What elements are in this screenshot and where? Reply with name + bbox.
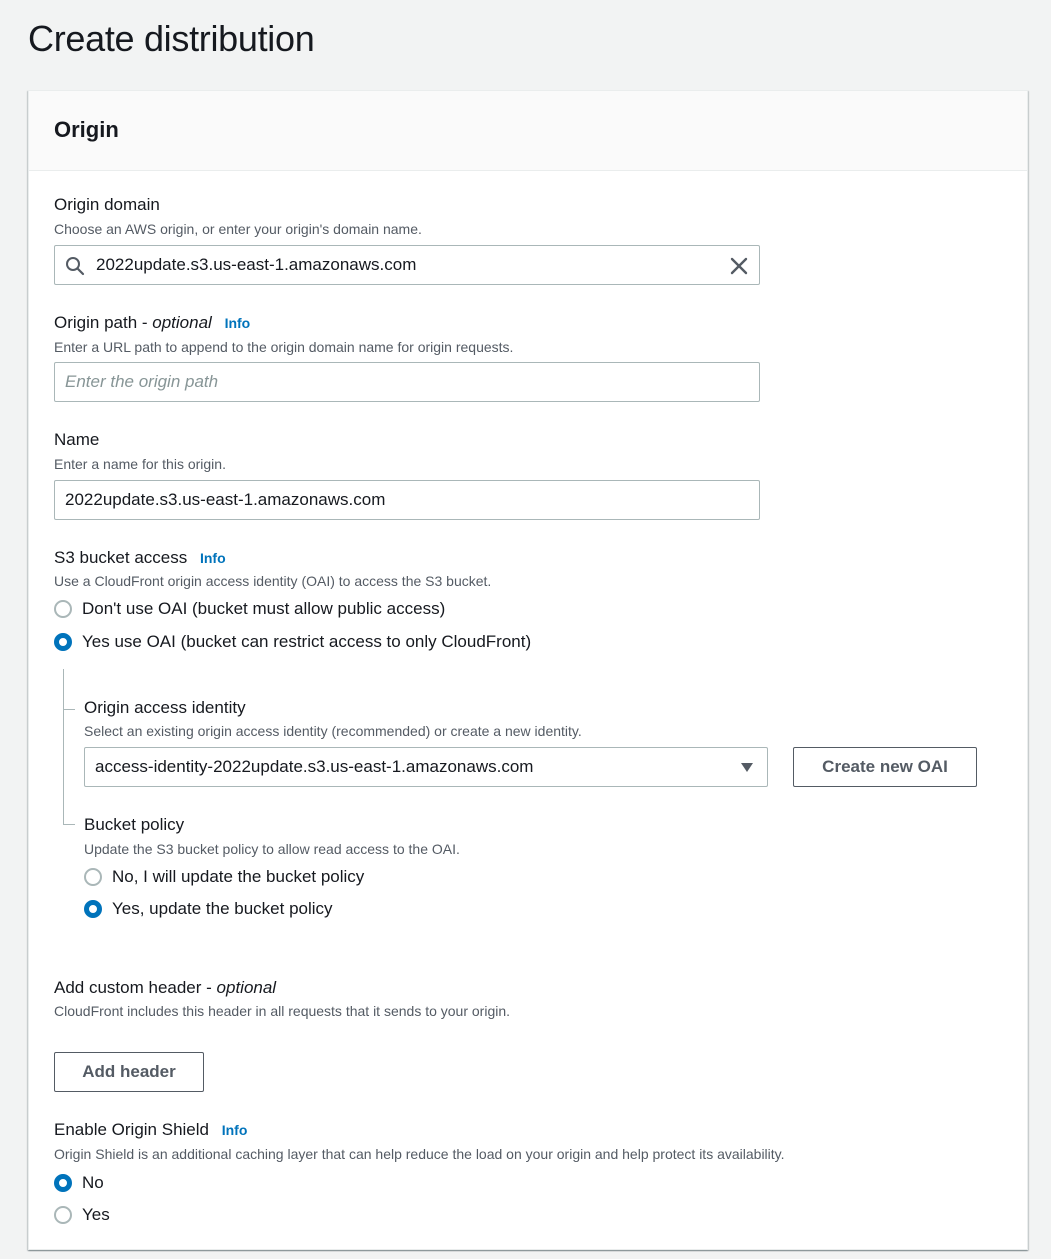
radio-label: Yes use OAI (bucket can restrict access to only CloudFront) xyxy=(82,632,532,651)
origin-panel xyxy=(28,90,1028,1250)
custom-header-label-text: Add custom header - xyxy=(54,978,217,997)
radio-button-selected[interactable] xyxy=(84,900,102,918)
radio-label: No, I will update the bucket policy xyxy=(112,867,365,886)
panel-header xyxy=(29,91,1027,171)
radio-yes-update-policy[interactable] xyxy=(84,899,333,919)
radio-label: Yes, update the bucket policy xyxy=(112,899,333,918)
radio-button[interactable] xyxy=(54,600,72,618)
bucket-policy-label: Bucket policy xyxy=(84,815,185,834)
origin-domain-description: Choose an AWS origin, or enter your origin's domain name. xyxy=(54,221,422,237)
radio-dont-use-oai[interactable] xyxy=(54,599,445,619)
radio-origin-shield-yes[interactable] xyxy=(54,1205,110,1225)
radio-label: Yes xyxy=(82,1205,110,1224)
create-new-oai-button[interactable]: Create new OAI xyxy=(793,747,977,787)
radio-origin-shield-no[interactable] xyxy=(54,1173,104,1193)
custom-header-label xyxy=(54,978,276,998)
optional-tag: optional xyxy=(152,313,212,332)
optional-tag: optional xyxy=(216,978,277,997)
origin-path-description: Enter a URL path to append to the origin domain name for origin requests. xyxy=(54,339,514,355)
radio-button[interactable] xyxy=(84,868,102,886)
origin-shield-label xyxy=(54,1120,247,1140)
bucket-policy-description: Update the S3 bucket policy to allow read access to the OAI. xyxy=(84,841,460,857)
page-title: Create distribution xyxy=(28,18,315,59)
origin-access-identity-value: access-identity-2022update.s3.us-east-1.amazonaws.com xyxy=(95,757,534,776)
origin-domain-value: 2022update.s3.us-east-1.amazonaws.com xyxy=(96,255,417,274)
custom-header-description: CloudFront includes this header in all requests that it sends to your origin. xyxy=(54,1003,511,1019)
search-icon xyxy=(65,256,85,276)
name-label: Name xyxy=(54,430,100,449)
name-input[interactable] xyxy=(54,480,760,520)
origin-shield-info-link[interactable]: Info xyxy=(221,1122,248,1138)
origin-domain-label: Origin domain xyxy=(54,195,160,214)
tree-connector-branch xyxy=(63,824,75,825)
tree-connector xyxy=(63,669,64,824)
radio-label: Don't use OAI (bucket must allow public access) xyxy=(82,599,446,618)
origin-access-identity-description: Select an existing origin access identity (recommended) or create a new identity. xyxy=(84,723,582,739)
origin-access-identity-label: Origin access identity xyxy=(84,698,246,717)
origin-path-input[interactable] xyxy=(54,362,760,402)
radio-button[interactable] xyxy=(54,1206,72,1224)
close-icon[interactable] xyxy=(729,256,749,276)
s3-bucket-access-info-link[interactable]: Info xyxy=(199,550,226,566)
name-description: Enter a name for this origin. xyxy=(54,456,226,472)
origin-shield-label-text: Enable Origin Shield xyxy=(54,1120,209,1139)
radio-button-selected[interactable] xyxy=(54,633,72,651)
radio-button-selected[interactable] xyxy=(54,1174,72,1192)
radio-no-update-policy[interactable] xyxy=(84,867,364,887)
origin-domain-input[interactable] xyxy=(54,245,760,285)
name-value: 2022update.s3.us-east-1.amazonaws.com xyxy=(65,490,386,509)
origin-path-placeholder: Enter the origin path xyxy=(65,372,219,391)
origin-path-label-text: Origin path - xyxy=(54,313,153,332)
add-header-button[interactable]: Add header xyxy=(54,1052,204,1092)
s3-bucket-access-label xyxy=(54,548,226,568)
tree-connector-branch xyxy=(63,709,75,710)
origin-access-identity-select[interactable] xyxy=(84,747,768,787)
origin-path-info-link[interactable]: Info xyxy=(224,315,251,331)
radio-yes-use-oai[interactable] xyxy=(54,632,531,652)
section-title: Origin xyxy=(54,117,119,142)
origin-path-label xyxy=(54,313,250,333)
origin-shield-description: Origin Shield is an additional caching layer that can help reduce the load on your origin and help protect its availability. xyxy=(54,1146,785,1162)
s3-bucket-access-label-text: S3 bucket access xyxy=(54,548,188,567)
s3-bucket-access-description: Use a CloudFront origin access identity (OAI) to access the S3 bucket. xyxy=(54,573,492,589)
caret-down-icon xyxy=(741,763,753,772)
radio-label: No xyxy=(82,1173,104,1192)
